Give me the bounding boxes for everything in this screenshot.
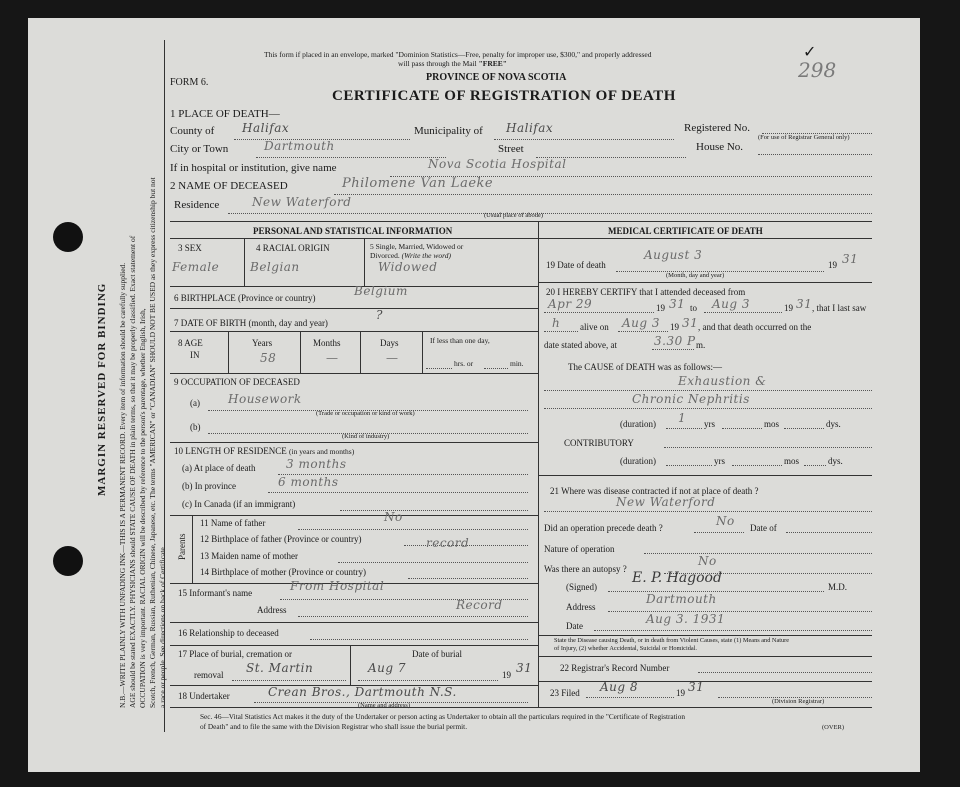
autopsy-value: No: [698, 554, 717, 568]
certify-from-year-value: 31: [669, 297, 686, 311]
grid-bottom-line: [170, 707, 872, 708]
parents-divider: [192, 515, 193, 583]
filed-label: 23 Filed: [550, 688, 580, 698]
cause-value-2: Chronic Nephritis: [632, 392, 750, 406]
racial-origin-value: Belgian: [250, 260, 300, 274]
father-birthplace-value: record: [426, 536, 470, 550]
nature-operation-label: Nature of operation: [544, 544, 615, 554]
marital-value: Widowed: [378, 260, 438, 274]
row-age-bottom: [170, 373, 538, 374]
row-physician-bottom: [538, 635, 872, 636]
alive-year-prefix: 19: [670, 322, 679, 332]
father-name-value: No: [384, 510, 403, 524]
residence-line: [228, 213, 872, 214]
duration-mos-line-2: [732, 465, 782, 466]
residence-length-label: 10 LENGTH OF RESIDENCE (in years and months): [174, 446, 355, 456]
birthplace-value: Belgium: [354, 284, 408, 298]
dys-label-2: dys.: [828, 456, 843, 466]
yrs-label-2: yrs: [714, 456, 725, 466]
informant-value: From Hospital: [290, 579, 385, 593]
undertaker-label: 18 Undertaker: [178, 691, 230, 701]
division-registrar-note: (Division Registrar): [772, 698, 825, 705]
province-name: PROVINCE OF NOVA SCOTIA: [426, 72, 567, 83]
personal-heading: PERSONAL AND STATISTICAL INFORMATION: [253, 226, 453, 236]
age-div-3: [360, 331, 361, 373]
margin-instructions-4: Scotch, French, German, Russian, Ruthenian, Chinese, Japanese, etc. The terms "AMERICAN" or "CANADIAN" SHOULD NOT BE USED as they express citizenship but not: [148, 177, 157, 708]
at-place-value: 3 months: [286, 457, 347, 471]
age-div-1: [228, 331, 229, 373]
age-label: 8 AGE: [178, 338, 203, 348]
racial-origin-label: 4 RACIAL ORIGIN: [256, 243, 330, 253]
burial-date-value: Aug 7: [368, 661, 407, 675]
alive-value: Aug 3: [622, 316, 661, 330]
physician-address-label: Address: [566, 602, 596, 612]
burial-removal-label: removal: [194, 670, 224, 680]
burial-year-value: 31: [516, 661, 533, 675]
relationship-line: [310, 639, 528, 640]
racial-divider: [364, 238, 365, 286]
sex-value: Female: [172, 260, 220, 274]
house-no-label: House No.: [696, 141, 744, 153]
registered-no-label: Registered No.: [684, 122, 750, 134]
stated-suffix: m.: [696, 340, 706, 350]
occupation-a-label: (a): [190, 398, 200, 408]
last-saw-label: , that I last saw: [812, 303, 867, 313]
duration-yrs-line-1: [666, 428, 702, 429]
contributory-label: CONTRIBUTORY: [564, 438, 634, 448]
city-label: City or Town: [170, 143, 229, 155]
filed-value: Aug 8: [600, 680, 639, 694]
dob-value: ?: [376, 308, 383, 322]
certify-from-value: Apr 29: [548, 297, 593, 311]
dob-label: 7 DATE OF BIRTH (month, day and year): [174, 318, 328, 328]
filed-line: [586, 697, 674, 698]
usual-abode-note: (Usual place of abode): [484, 212, 544, 219]
autopsy-label: Was there an autopsy ?: [544, 564, 627, 574]
check-mark: ✓: [803, 44, 817, 61]
burial-divider: [350, 645, 351, 685]
occurred-label: , and that death occurred on the: [698, 322, 812, 332]
physician-date-line: [594, 630, 872, 631]
filed-year-value: 31: [688, 680, 705, 694]
duration-label-1: (duration): [620, 419, 656, 429]
hrs-line: [426, 368, 452, 369]
certify-from-line: [544, 312, 654, 313]
burial-place-line: [232, 680, 346, 681]
row-record-bottom: [538, 681, 872, 682]
operation-date-label: Date of: [750, 523, 777, 533]
duration-value: 1: [678, 411, 687, 425]
certify-to-value: Aug 3: [712, 297, 751, 311]
in-province-line: [268, 492, 528, 493]
age-years-label: Years: [252, 338, 273, 348]
occupation-a-note: (Trade or occupation or kind of work): [316, 410, 415, 417]
row-residence-bottom: [170, 515, 538, 516]
birthplace-label: 6 BIRTHPLACE (Province or country): [174, 293, 316, 303]
physician-address-value: Dartmouth: [646, 592, 717, 606]
occupation-b-label: (b): [190, 422, 201, 432]
contracted-line: [544, 511, 872, 512]
filed-year-prefix: 19: [676, 688, 685, 698]
stated-line: [652, 349, 694, 350]
yrs-label-1: yrs: [704, 419, 715, 429]
death-year-prefix: 19: [828, 260, 837, 270]
min-line: [484, 368, 508, 369]
cause-value-1: Exhaustion &: [678, 374, 767, 388]
in-province-label: (b) In province: [182, 481, 236, 491]
footer-over: (OVER): [822, 724, 845, 731]
house-no-line: [758, 154, 872, 155]
burial-year-prefix: 19: [502, 670, 511, 680]
mother-name-label: 13 Maiden name of mother: [200, 551, 298, 561]
mos-label-2: mos: [784, 456, 800, 466]
father-name-label: 11 Name of father: [200, 518, 266, 528]
grid-top-line: [170, 221, 872, 222]
alive-label: alive on: [580, 322, 609, 332]
registrar-use-note: (For use of Registrar General only): [758, 134, 850, 141]
row-relationship-bottom: [170, 645, 538, 646]
county-label: County of: [170, 125, 215, 137]
relationship-label: 16 Relationship to deceased: [178, 628, 279, 638]
margin-divider: [164, 40, 165, 732]
hrs-label: hrs. or: [454, 359, 474, 368]
marital-label: 5 Single, Married, Widowed or Divorced. (Write the word): [370, 242, 464, 260]
cause-line-2: [544, 408, 872, 409]
registrar-record-label: 22 Registrar's Record Number: [560, 663, 670, 673]
name-line: [334, 194, 872, 195]
min-label: min.: [510, 359, 524, 368]
cause-label: The CAUSE of DEATH was as follows:—: [568, 362, 722, 372]
father-name-line: [298, 529, 528, 530]
medical-heading: MEDICAL CERTIFICATE OF DEATH: [608, 226, 763, 236]
row-occupation-bottom: [170, 442, 538, 443]
duration-dys-line-1: [784, 428, 824, 429]
father-birthplace-label: 12 Birthplace of father (Province or country): [200, 534, 362, 544]
contracted-label: 21 Where was disease contracted if not at place of death ?: [550, 486, 759, 496]
certify-to-label: to: [690, 303, 698, 313]
row-dob-bottom: [170, 331, 538, 332]
operation-value: No: [716, 514, 735, 528]
occupation-label: 9 OCCUPATION OF DECEASED: [174, 377, 300, 387]
death-certificate: [28, 18, 920, 772]
age-days-value: —: [386, 351, 399, 365]
at-place-label: (a) At place of death: [182, 463, 256, 473]
registrar-record-line: [698, 672, 872, 673]
in-canada-label: (c) In Canada (if an immigrant): [182, 499, 296, 509]
violent-note: State the Disease causing Death, or in death from Violent Causes, state (1) Means and Nature of Injury, (2) whether Accidental, Suicidal or Homicidal.: [554, 637, 790, 652]
city-value: Dartmouth: [264, 139, 335, 153]
signed-label: (Signed): [566, 582, 597, 592]
sex-divider: [244, 238, 245, 286]
mother-birthplace-line: [408, 578, 528, 579]
margin-instructions-1: N.B.—WRITE PLAINLY WITH UNFADING INK—THIS IS A PERMANENT RECORD. Every item of information should be carefully supplied.: [118, 262, 127, 708]
personal-heading-line: [170, 238, 538, 239]
envelope-note: This form if placed in an envelope, marked "Dominion Statistics—Free, penalty for improper use, $300," and properly addressed: [264, 50, 652, 59]
death-date-value: August 3: [644, 248, 703, 262]
burial-date-label: Date of burial: [412, 649, 462, 659]
stated-label: date stated above, at: [544, 340, 617, 350]
stated-value: 3.30 P: [654, 334, 696, 348]
signed-value: E. P. Hagood: [632, 570, 722, 586]
contracted-value: New Waterford: [616, 495, 716, 509]
row-cause-bottom: [538, 475, 872, 476]
name-of-deceased-label: 2 NAME OF DECEASED: [170, 180, 288, 192]
alive-prefix: h: [552, 316, 561, 330]
row-violent-bottom: [538, 656, 872, 657]
duration-dys-line-2: [804, 465, 826, 466]
informant-address-value: Record: [456, 598, 503, 612]
informant-address-line: [298, 616, 528, 617]
operation-date-line: [786, 532, 872, 533]
less-than-day-label: If less than one day,: [430, 336, 490, 345]
medical-heading-line: [538, 238, 872, 239]
cause-line-1: [544, 390, 872, 391]
mother-name-line: [338, 562, 528, 563]
parents-label: Parents: [177, 533, 187, 560]
age-in-label: IN: [190, 350, 200, 360]
dys-label-1: dys.: [826, 419, 841, 429]
row-birthplace-bottom: [170, 308, 538, 309]
place-section-label: 1 PLACE OF DEATH—: [170, 108, 280, 120]
md-label: M.D.: [828, 582, 848, 592]
operation-label: Did an operation precede death ?: [544, 523, 663, 533]
stamp-number: 298: [798, 58, 837, 82]
residence-label: Residence: [174, 199, 220, 211]
occupation-b-note: (Kind of industry): [342, 433, 390, 440]
mos-label-1: mos: [764, 419, 780, 429]
punch-hole-top: [53, 222, 83, 252]
physician-date-label: Date: [566, 621, 583, 631]
burial-place-label: 17 Place of burial, cremation or: [178, 649, 292, 659]
death-year-value: 31: [842, 252, 859, 266]
burial-date-line: [358, 680, 498, 681]
residence-value: New Waterford: [252, 195, 352, 209]
footer-sec-46: Sec. 46—Vital Statistics Act makes it the duty of the Undertaker or person acting as Undertaker to obtain all the particulars required in the "Certificate of Registration of Death" and to file the same with the Division Registrar who shall issue the burial permit.: [200, 712, 686, 731]
form-number: FORM 6.: [170, 77, 209, 88]
occupation-a-value: Housework: [228, 392, 302, 406]
duration-mos-line-1: [722, 428, 762, 429]
contributory-line: [664, 447, 872, 448]
death-date-label: 19 Date of death: [546, 260, 606, 270]
age-days-label: Days: [380, 338, 399, 348]
name-of-deceased-value: Philomene Van Laeke: [342, 176, 494, 191]
certificate-title: CERTIFICATE OF REGISTRATION OF DEATH: [332, 88, 676, 104]
hospital-label: If in hospital or institution, give name: [170, 162, 337, 174]
certify-to-year-value: 31: [796, 297, 813, 311]
duration-yrs-line-2: [666, 465, 712, 466]
alive-year-value: 31: [682, 316, 699, 330]
age-years-value: 58: [260, 351, 277, 365]
margin-binding-label: MARGIN RESERVED FOR BINDING: [96, 282, 108, 496]
municipality-line: [494, 139, 674, 140]
punch-hole-bottom: [53, 546, 83, 576]
row-death-date-bottom: [538, 282, 872, 283]
mother-birthplace-label: 14 Birthplace of mother (Province or country): [200, 567, 366, 577]
row-informant-bottom: [170, 622, 538, 623]
certify-from-year-prefix: 19: [656, 303, 665, 313]
alive-line: [618, 331, 668, 332]
undertaker-note: (Name and address): [358, 702, 410, 709]
nature-operation-line: [644, 553, 872, 554]
margin-instructions-2: AGE should be stated EXACTLY. PHYSICIANS should STATE CAUSE OF DEATH in plain terms, so that it may be properly classified. Exact statement of: [128, 235, 137, 708]
death-date-note: (Month, day and year): [666, 272, 725, 279]
in-canada-line: [340, 510, 528, 511]
undertaker-value: Crean Bros., Dartmouth N.S.: [268, 685, 457, 699]
age-months-value: —: [326, 351, 339, 365]
county-value: Halifax: [242, 121, 290, 135]
informant-label: 15 Informant's name: [178, 588, 253, 598]
duration-label-2: (duration): [620, 456, 656, 466]
in-province-value: 6 months: [278, 475, 339, 489]
margin-instructions-3: OCCUPATION is very important. RACIAL ORIGIN will be described by reference to the person's parentage, whether English, Irish,: [138, 308, 147, 708]
alive-prefix-line: [544, 331, 578, 332]
street-label: Street: [498, 143, 524, 155]
operation-line: [694, 532, 744, 533]
burial-place-value: St. Martin: [246, 661, 314, 675]
hospital-value: Nova Scotia Hospital: [428, 157, 567, 171]
age-div-4: [422, 331, 423, 373]
physician-date-value: Aug 3. 1931: [646, 612, 726, 626]
sex-label: 3 SEX: [178, 243, 202, 253]
municipality-value: Halifax: [506, 121, 554, 135]
municipality-label: Municipality of: [414, 125, 483, 137]
certify-label: 20 I HEREBY CERTIFY that I attended deceased from: [546, 287, 746, 297]
certify-to-line: [704, 312, 782, 313]
age-months-label: Months: [313, 338, 341, 348]
informant-address-label: Address: [257, 605, 287, 615]
city-line: [256, 157, 446, 158]
certify-to-year-prefix: 19: [784, 303, 793, 313]
margin-instructions-5: a race or people. See directions on back of Certificate.: [158, 545, 167, 708]
age-div-2: [300, 331, 301, 373]
envelope-note-2: will pass through the Mail "FREE": [398, 59, 507, 68]
